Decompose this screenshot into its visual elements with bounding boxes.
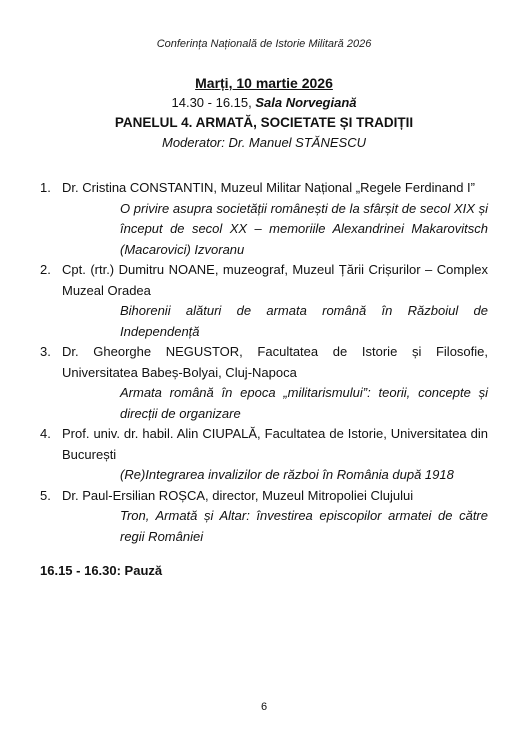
- list-item: [40, 424, 488, 486]
- presentation-list: [40, 178, 488, 547]
- session-heading: [0, 73, 528, 153]
- item-title: (Re)Integrarea invalizilor de război în România după 1918: [120, 467, 454, 482]
- item-title: Armata română în epoca „militarismului”: teorii, concepte și direcții de organizare: [120, 385, 488, 421]
- panel-title: PANELUL 4. ARMATĂ, SOCIETATE ȘI TRADIȚII: [114, 115, 414, 130]
- session-time-range: 14.30 - 16.15,: [171, 95, 256, 110]
- item-author: Dr. Paul-Ersilian ROȘCA, director, Muzeul Mitropoliei Clujului: [62, 487, 414, 503]
- item-number: 4.: [40, 426, 51, 441]
- conference-header: Conferința Națională de Istorie Militară 2026: [156, 38, 372, 50]
- item-number: 2.: [40, 262, 51, 277]
- list-item: [40, 178, 488, 260]
- item-number: 3.: [40, 344, 51, 359]
- item-title: O privire asupra societății românești de la sfârșit de secol XIX și început de secol XX – memoriile Alexandrinei Makarovitsch (Macarovici) Izvoranu: [120, 200, 488, 257]
- item-title: Tron, Armată și Altar: învestirea episcopilor armatei de către regii României: [120, 508, 488, 544]
- panel-moderator: Moderator: Dr. Manuel STĂNESCU: [162, 135, 366, 150]
- item-author: Dr. Cristina CONSTANTIN, Muzeul Militar Național „Regele Ferdinand I”: [62, 180, 475, 195]
- session-time: [0, 93, 528, 113]
- page-number: 6: [260, 701, 268, 713]
- item-title: Bihorenii alături de armata română în Războiul de Independență: [120, 303, 488, 339]
- item-author: Cpt. (rtr.) Dumitru NOANE, muzeograf, Muzeul Țării Crișurilor – Complex Muzeal Oradea: [62, 262, 488, 298]
- item-number: 1.: [40, 180, 51, 195]
- item-number: 5.: [40, 487, 51, 503]
- session-room: Sala Norvegiană: [255, 95, 357, 110]
- session-date: Marți, 10 martie 2026: [195, 75, 333, 91]
- item-author: Dr. Gheorghe NEGUSTOR, Facultatea de Istorie și Filosofie, Universitatea Babeș-Bolyai, Cluj-Napoca: [62, 344, 488, 380]
- list-item: [40, 486, 488, 548]
- pause-label: 16.15 - 16.30: Pauză: [40, 563, 163, 578]
- item-author: Prof. univ. dr. habil. Alin CIUPALĂ, Facultatea de Istorie, Universitatea din București: [62, 426, 488, 462]
- list-item: [40, 342, 488, 424]
- list-item: [40, 260, 488, 342]
